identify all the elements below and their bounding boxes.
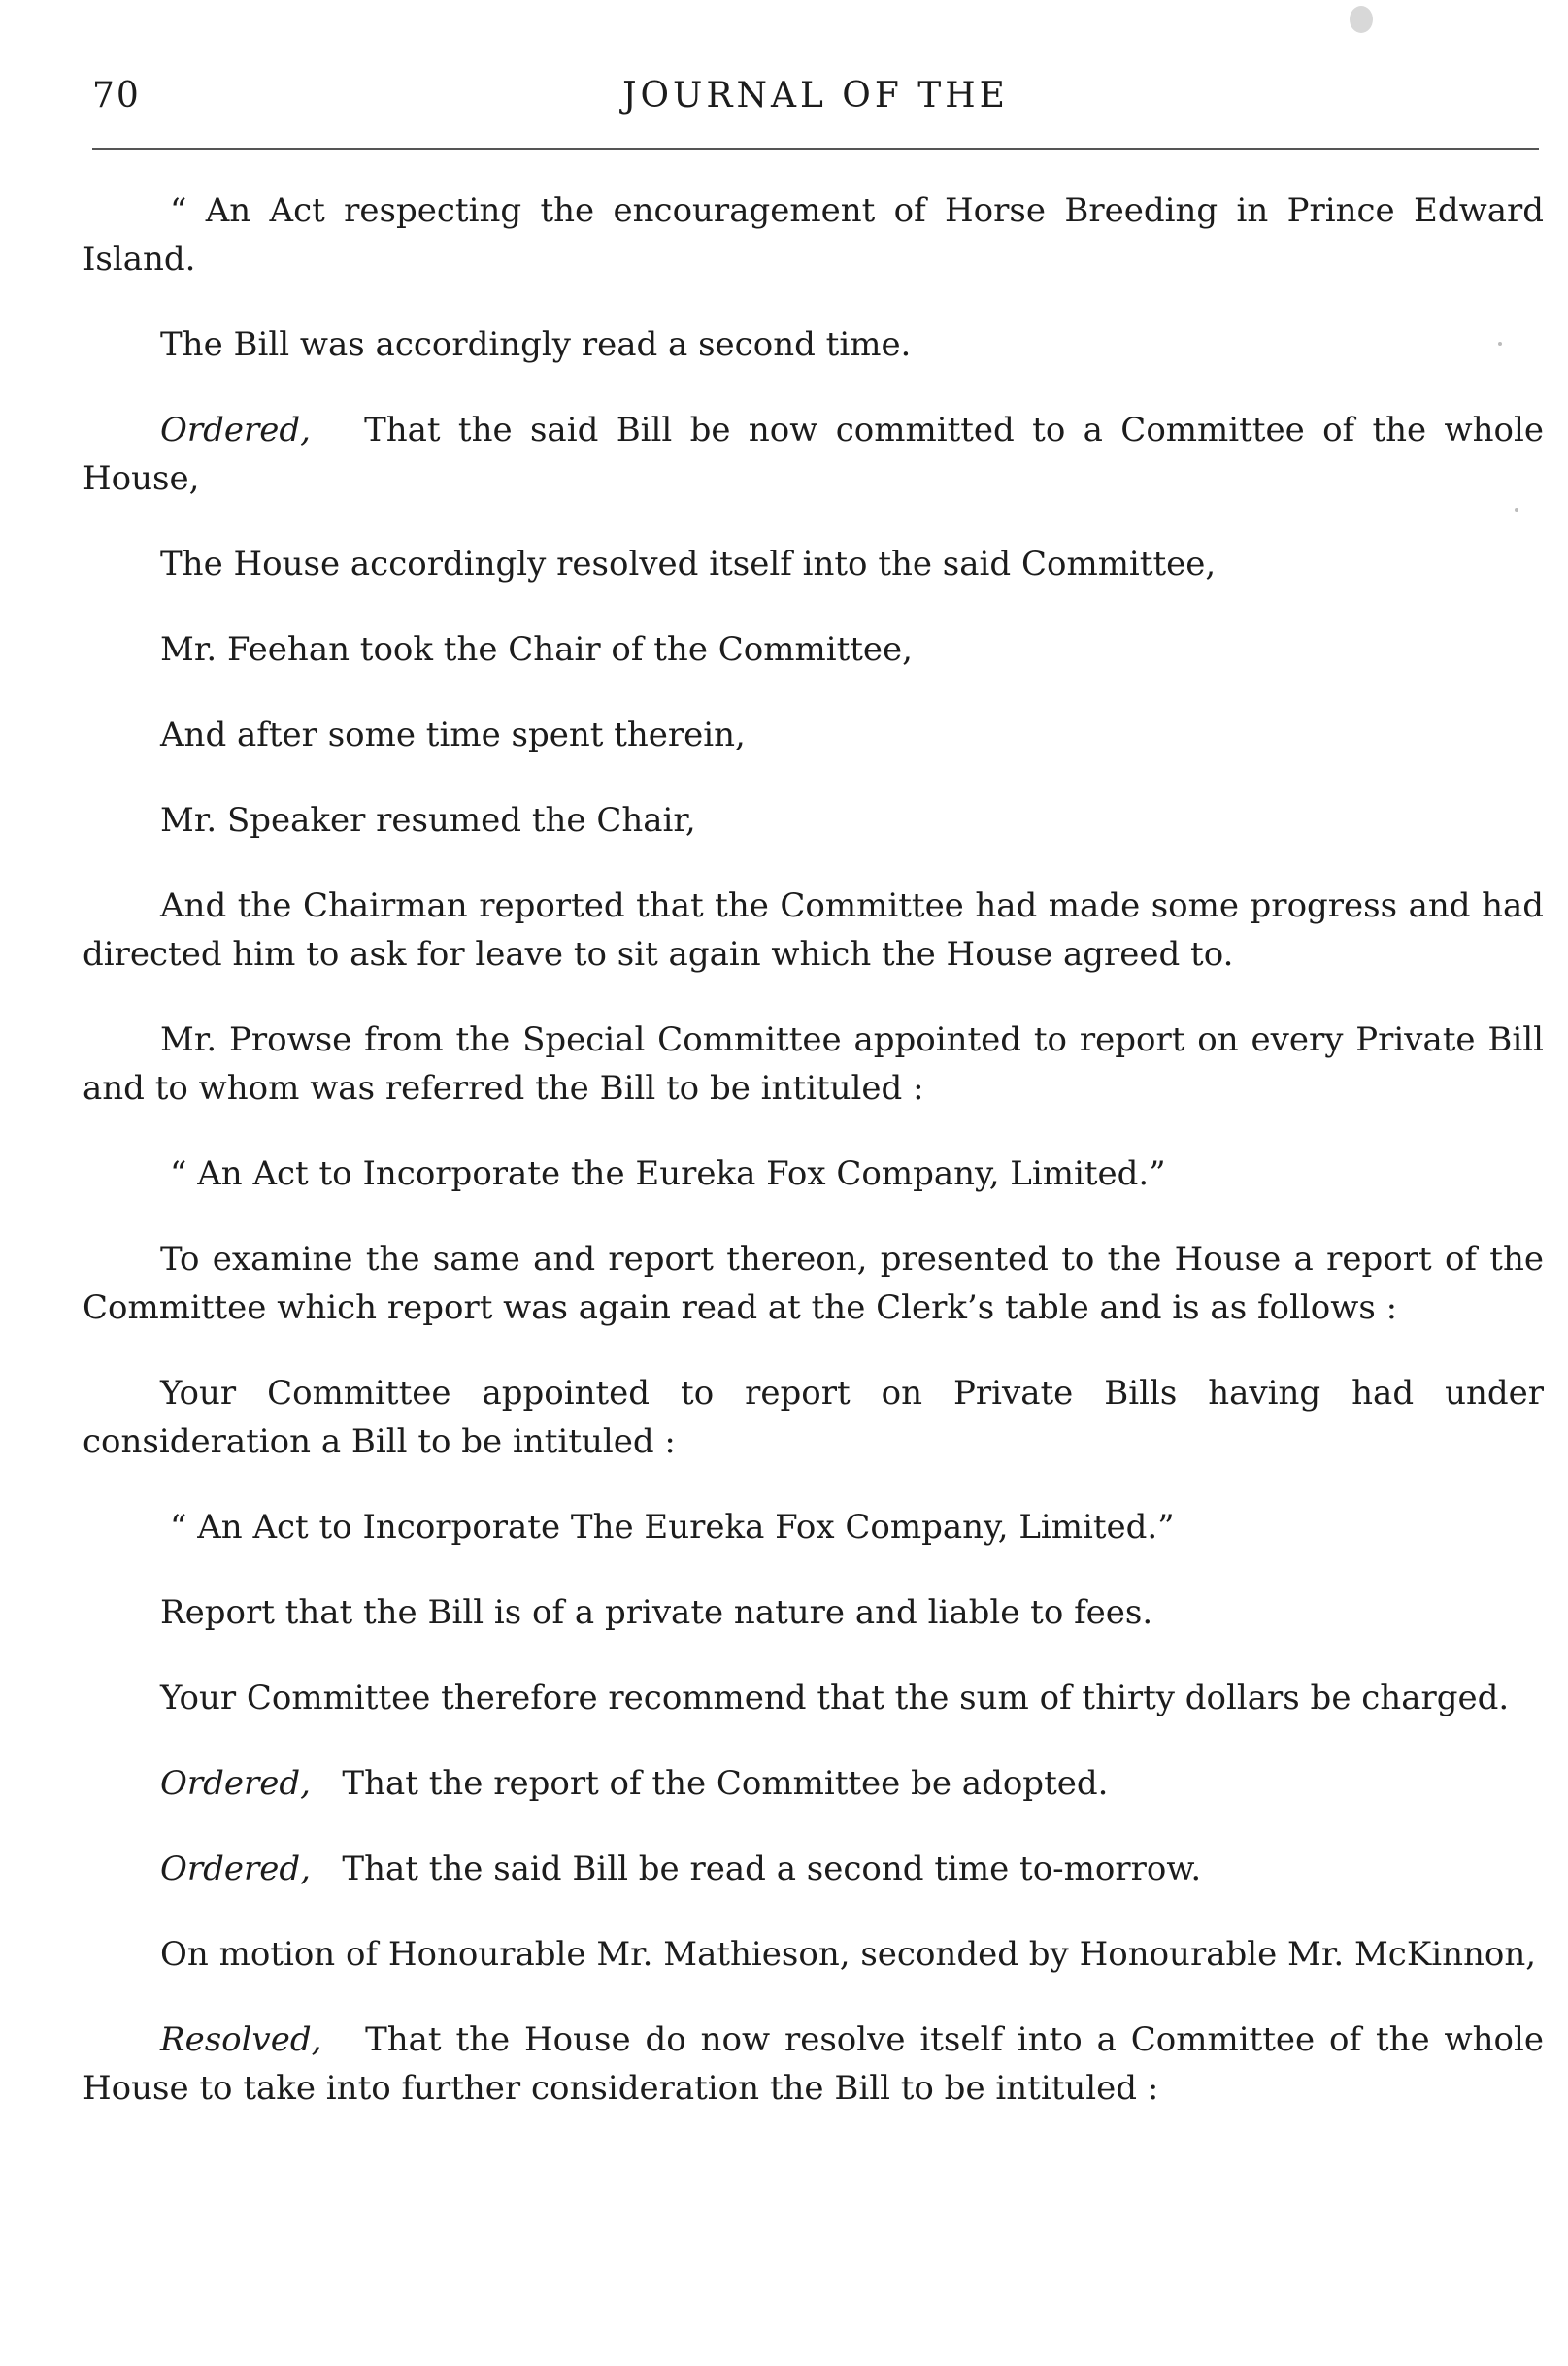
paragraph-text: And the Chairman reported that the Committee had made some progress and had directed him to ask for leave to sit again which the House agreed to. — [83, 886, 1544, 974]
paragraph-text: Your Committee appointed to report on Private Bills having had under consideration a Bill to be intituled : — [83, 1374, 1544, 1461]
paragraph — [83, 320, 1544, 369]
paragraph — [83, 406, 1544, 503]
paragraph-lead: Ordered, — [160, 1849, 311, 1888]
paragraph-text: That the said Bill be now committed to a Committee of the whole House, — [83, 411, 1544, 498]
paragraph — [83, 1235, 1544, 1332]
paragraph-text: That the report of the Committee be adopted. — [342, 1764, 1109, 1803]
paper-speck — [1498, 342, 1502, 346]
paragraph — [83, 711, 1544, 759]
paragraph-text: Mr. Prowse from the Special Committee appointed to report on every Private Bill and to whom was referred the Bill to be intituled : — [83, 1020, 1544, 1108]
paragraph — [83, 1503, 1544, 1551]
paragraph — [83, 1016, 1544, 1113]
paragraph-text: On motion of Honourable Mr. Mathieson, seconded by Honourable Mr. McKinnon, — [160, 1935, 1537, 1974]
paragraph-text: That the said Bill be read a second time to-morrow. — [342, 1849, 1202, 1888]
paragraph — [83, 540, 1544, 588]
paragraph — [83, 625, 1544, 674]
paragraph — [83, 1369, 1544, 1466]
paragraph-text: That the House do now resolve itself into a Committee of the whole House to take into further consideration the Bill to be intituled : — [83, 2020, 1544, 2108]
paragraph — [83, 1674, 1544, 1722]
running-head: JOURNAL OF THE — [622, 76, 1009, 116]
paragraph-text: Report that the Bill is of a private nature and liable to fees. — [160, 1593, 1153, 1632]
paragraph — [83, 186, 1544, 283]
page-header — [92, 68, 1539, 126]
paragraph-text: “ An Act to Incorporate The Eureka Fox Company, Limited.” — [170, 1508, 1175, 1547]
paragraph-text: Mr. Feehan took the Chair of the Committee, — [160, 630, 913, 669]
paragraph — [83, 1845, 1544, 1893]
header-rule — [92, 148, 1539, 150]
paragraph — [83, 1759, 1544, 1808]
paragraph — [83, 1150, 1544, 1198]
paragraph — [83, 882, 1544, 979]
page-number: 70 — [92, 76, 141, 116]
paragraph-text: “ An Act respecting the encouragement of Horse Breeding in Prince Edward Island. — [83, 191, 1544, 279]
paragraph-text: And after some time spent therein, — [160, 716, 746, 754]
paragraph-lead: Resolved, — [160, 2020, 322, 2059]
paragraph-text: Your Committee therefore recommend that the sum of thirty dollars be charged. — [160, 1679, 1510, 1717]
paragraph-text: Mr. Speaker resumed the Chair, — [160, 801, 696, 840]
journal-body — [83, 186, 1544, 2149]
paragraph — [83, 2016, 1544, 2113]
paper-speck — [1515, 508, 1518, 512]
paragraph-text: To examine the same and report thereon, presented to the House a report of the Committee which report was again read at the Clerk’s table and is as follows : — [83, 1240, 1544, 1327]
paragraph — [83, 1930, 1544, 1979]
paragraph-lead: Ordered, — [160, 411, 311, 450]
paragraph — [83, 1588, 1544, 1637]
paper-speck — [1350, 6, 1373, 33]
paragraph-text: “ An Act to Incorporate the Eureka Fox Company, Limited.” — [170, 1154, 1166, 1193]
paragraph — [83, 796, 1544, 845]
paragraph-text: The House accordingly resolved itself into the said Committee, — [160, 545, 1217, 583]
paragraph-lead: Ordered, — [160, 1764, 311, 1803]
paragraph-text: The Bill was accordingly read a second time. — [160, 325, 912, 364]
